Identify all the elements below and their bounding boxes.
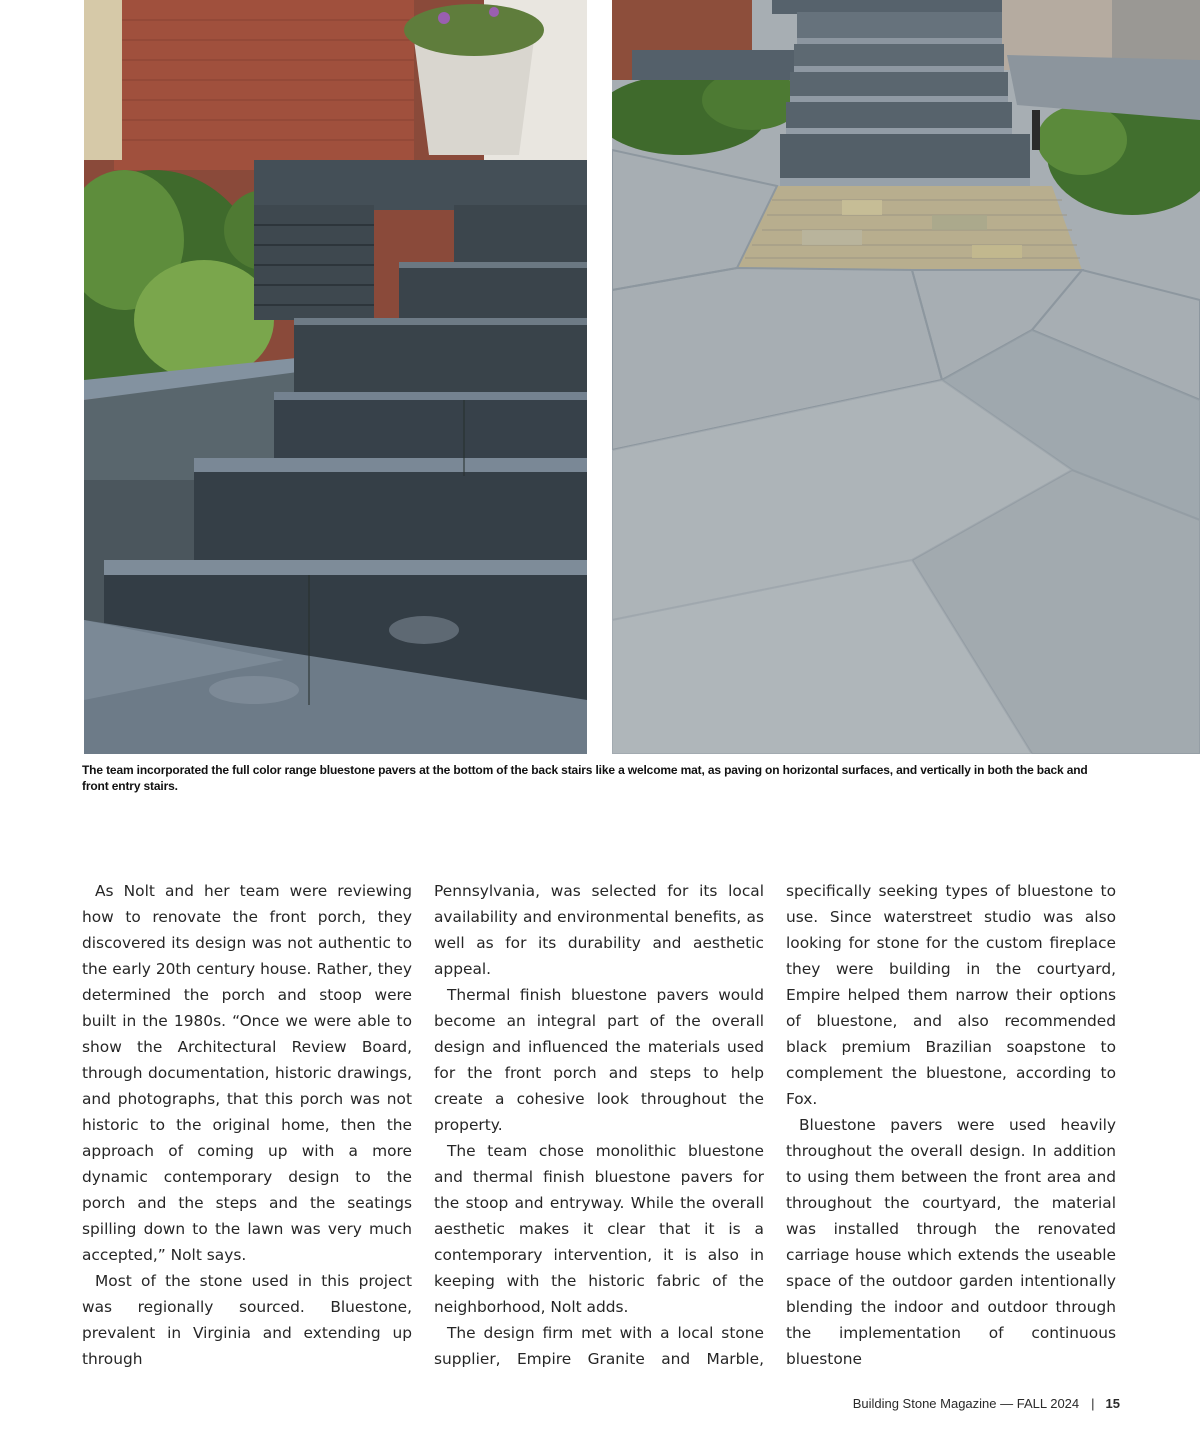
article-column-1 [82, 878, 412, 1372]
publication-name: Building Stone Magazine — FALL 2024 [852, 1396, 1080, 1411]
article-paragraph: Bluestone pavers were used heavily throughout the overall design. In addition to using them between the front area and throughout the courtyard, the material was installed through the renovated carriage house which extends the useable space of the outdoor garden intentionally blending the indoor and outdoor through the implementation of continuous bluestone [786, 1116, 1116, 1368]
page-number: 15 [1105, 1396, 1120, 1411]
page-footer [853, 1396, 1120, 1411]
footer-separator: | [1091, 1396, 1095, 1411]
article-paragraph: The team chose monolithic bluestone and thermal finish bluestone pavers for the stoop and entryway. While the overall aesthetic makes it clear that it is a contemporary intervention, it is also in keeping with the historic fabric of the neighborhood, Nolt adds. [434, 1142, 764, 1316]
article-column-2 [434, 878, 764, 1372]
courtyard-bluestone-patio-stairs-photo [612, 0, 1200, 754]
article-paragraph: specifically seeking types of bluestone to use. Since waterstreet studio was also looking for stone for the custom fireplace they were building in the courtyard, Empire helped them narrow their options of bluestone, and also recommended black premium Brazilian soapstone to complement the bluestone, according to Fox. [786, 882, 1116, 1108]
article-paragraph: Thermal finish bluestone pavers would become an integral part of the overall design and influenced the materials used for the front porch and steps to help create a cohesive look throughout the property. [434, 986, 764, 1134]
article-paragraph: The design firm met with a local stone supplier, Empire Granite and Marble, [434, 1324, 764, 1368]
photo-caption: The team incorporated the full color range bluestone pavers at the bottom of the back stairs like a welcome mat, as paving on horizontal surfaces, and vertically in both the back and front entry stairs. [82, 763, 1088, 793]
article-paragraph: As Nolt and her team were reviewing how to renovate the front porch, they discovered its design was not authentic to the early 20th century house. Rather, they determined the porch and stoop were built in the 1980s. “Once we were able to show the Architectural Review Board, through documentation, historic drawings, and photographs, that this porch was not historic to the original home, then the approach of coming up with a more dynamic contemporary design to the porch and the steps and the seatings spilling down to the lawn was very much accepted,” Nolt says. [82, 882, 412, 1264]
front-porch-bluestone-steps-photo [84, 0, 587, 754]
article-paragraph: Most of the stone used in this project was regionally sourced. Bluestone, prevalent in Virginia and extending up through [82, 1272, 412, 1368]
article-column-3 [786, 878, 1116, 1372]
article-paragraph: Pennsylvania, was selected for its local availability and environmental benefits, as well as for its durability and aesthetic appeal. [434, 882, 764, 978]
